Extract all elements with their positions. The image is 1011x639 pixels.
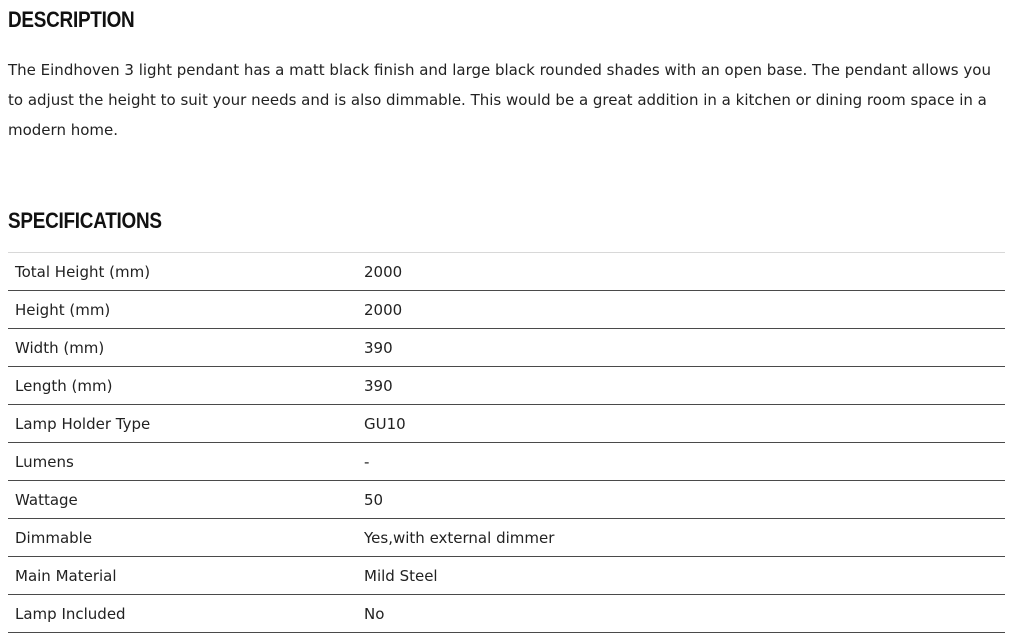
spec-row-width — [8, 329, 1005, 367]
specifications-table — [8, 252, 1005, 633]
spec-value: GU10 — [357, 405, 1005, 443]
spec-label: Total Height (mm) — [8, 253, 357, 291]
spec-value: 2000 — [357, 291, 1005, 329]
spec-label: Wattage — [8, 481, 357, 519]
spec-label: Lumens — [8, 443, 357, 481]
spec-row-lumens — [8, 443, 1005, 481]
spec-row-lamp-holder-type — [8, 405, 1005, 443]
spec-value: 2000 — [357, 253, 1005, 291]
spec-value: Yes,with external dimmer — [357, 519, 1005, 557]
spec-value: 50 — [357, 481, 1005, 519]
spec-label: Length (mm) — [8, 367, 357, 405]
description-text: The Eindhoven 3 light pendant has a matt black finish and large black rounded shades with an open base. The pendant allows you to adjust the height to suit your needs and is also dimmable. This would be a great addition in a kitchen or dining room space in a modern home. — [8, 61, 991, 139]
spec-value: Mild Steel — [357, 557, 1005, 595]
spec-row-main-material — [8, 557, 1005, 595]
spec-value: 390 — [357, 367, 1005, 405]
spec-row-height — [8, 291, 1005, 329]
spec-row-dimmable — [8, 519, 1005, 557]
spec-label: Height (mm) — [8, 291, 357, 329]
spec-row-lamp-included — [8, 595, 1005, 633]
spec-value: - — [357, 443, 1005, 481]
spec-value: 390 — [357, 329, 1005, 367]
spec-label: Main Material — [8, 557, 357, 595]
spec-row-total-height — [8, 253, 1005, 291]
spec-row-length — [8, 367, 1005, 405]
spec-label: Width (mm) — [8, 329, 357, 367]
description-heading: DESCRIPTION — [8, 7, 135, 32]
spec-value: No — [357, 595, 1005, 633]
specifications-heading: SPECIFICATIONS — [8, 208, 162, 233]
spec-label: Lamp Holder Type — [8, 405, 357, 443]
spec-label: Dimmable — [8, 519, 357, 557]
spec-row-wattage — [8, 481, 1005, 519]
spec-label: Lamp Included — [8, 595, 357, 633]
